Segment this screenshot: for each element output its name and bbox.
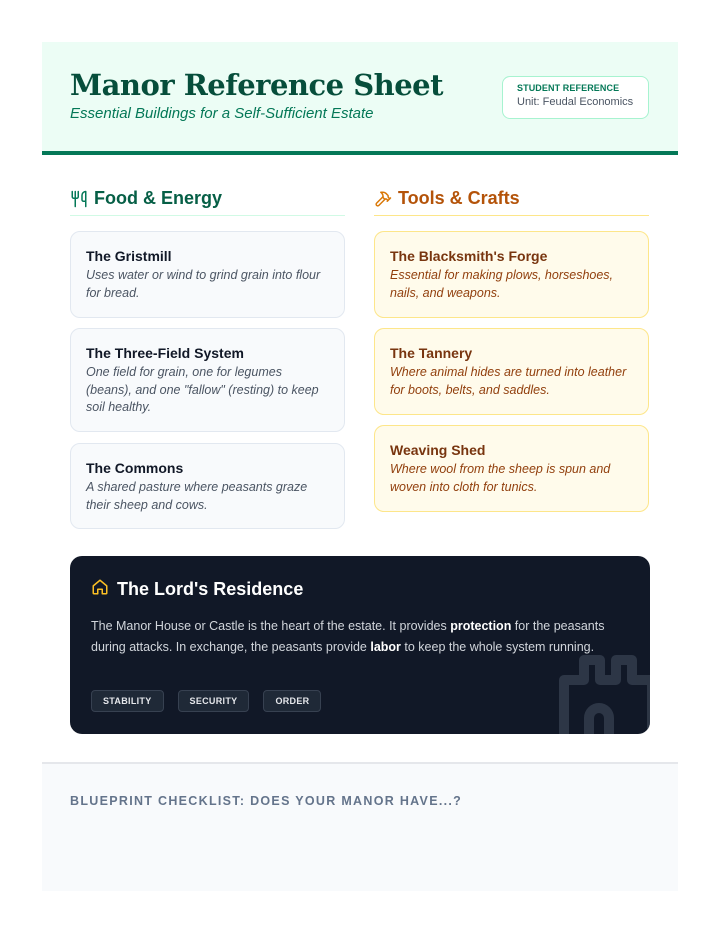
- residence-header: [91, 578, 303, 601]
- tag-order: ORDER: [263, 690, 321, 712]
- tag-security: SECURITY: [178, 690, 250, 712]
- checklist-title: BLUEPRINT CHECKLIST: DOES YOUR MANOR HAVE...?: [70, 794, 463, 808]
- card-title: The Tannery: [390, 345, 473, 361]
- hammer-icon: [374, 190, 392, 208]
- badge-label: STUDENT REFERENCE: [517, 83, 620, 93]
- card-description: Where wool from the sheep is spun and woven into cloth for tunics.: [390, 462, 611, 494]
- card-title: The Gristmill: [86, 248, 172, 264]
- tag-stability: STABILITY: [91, 690, 164, 712]
- card-commons: [70, 443, 345, 529]
- section-header-food: [70, 182, 345, 216]
- card-title: Weaving Shed: [390, 442, 486, 458]
- residence-title: The Lord's Residence: [117, 579, 304, 599]
- card-description: One field for grain, one for legumes (beans), and one "fallow" (resting) to keep soil healthy.: [86, 365, 319, 414]
- card-three-field-system: [70, 328, 345, 432]
- card-gristmill: [70, 231, 345, 318]
- blueprint-checklist: [42, 762, 678, 891]
- section-title-tools: Tools & Crafts: [398, 188, 520, 208]
- section-header-tools: [374, 182, 649, 216]
- card-description: Uses water or wind to grind grain into flour for bread.: [86, 268, 321, 300]
- card-tannery: [374, 328, 649, 415]
- lords-residence-panel: [70, 556, 650, 734]
- card-blacksmith-forge: [374, 231, 649, 318]
- residence-description: [91, 616, 631, 657]
- card-title: The Three-Field System: [86, 345, 244, 361]
- residence-bold-labor: labor: [370, 639, 401, 654]
- residence-text-2: for the peasants during attacks. In exchange, the peasants provide: [91, 619, 605, 654]
- card-weaving-shed: [374, 425, 649, 512]
- page-subtitle: Essential Buildings for a Self-Sufficient Estate: [70, 105, 374, 122]
- section-title-food: Food & Energy: [94, 188, 223, 208]
- card-title: The Commons: [86, 460, 184, 476]
- reference-sheet: [42, 42, 678, 808]
- residence-text-3: to keep the whole system running.: [400, 639, 595, 654]
- card-description: Where animal hides are turned into leather for boots, belts, and saddles.: [390, 365, 627, 397]
- house-icon: [91, 578, 109, 601]
- utensils-icon: [70, 190, 88, 208]
- badge-value: Unit: Feudal Economics: [517, 96, 634, 108]
- page-title: Manor Reference Sheet: [70, 68, 444, 102]
- food-energy-section: [70, 182, 345, 512]
- residence-text-1: The Manor House or Castle is the heart of the estate. It provides: [91, 619, 451, 633]
- header: [42, 42, 678, 155]
- card-description: A shared pasture where peasants graze their sheep and cows.: [86, 480, 308, 512]
- student-reference-badge: [502, 76, 649, 119]
- residence-bold-protection: protection: [450, 619, 512, 633]
- residence-tags: [91, 690, 321, 712]
- card-title: The Blacksmith's Forge: [390, 248, 548, 264]
- tools-crafts-section: [374, 182, 649, 494]
- card-description: Essential for making plows, horseshoes, nails, and weapons.: [390, 268, 614, 300]
